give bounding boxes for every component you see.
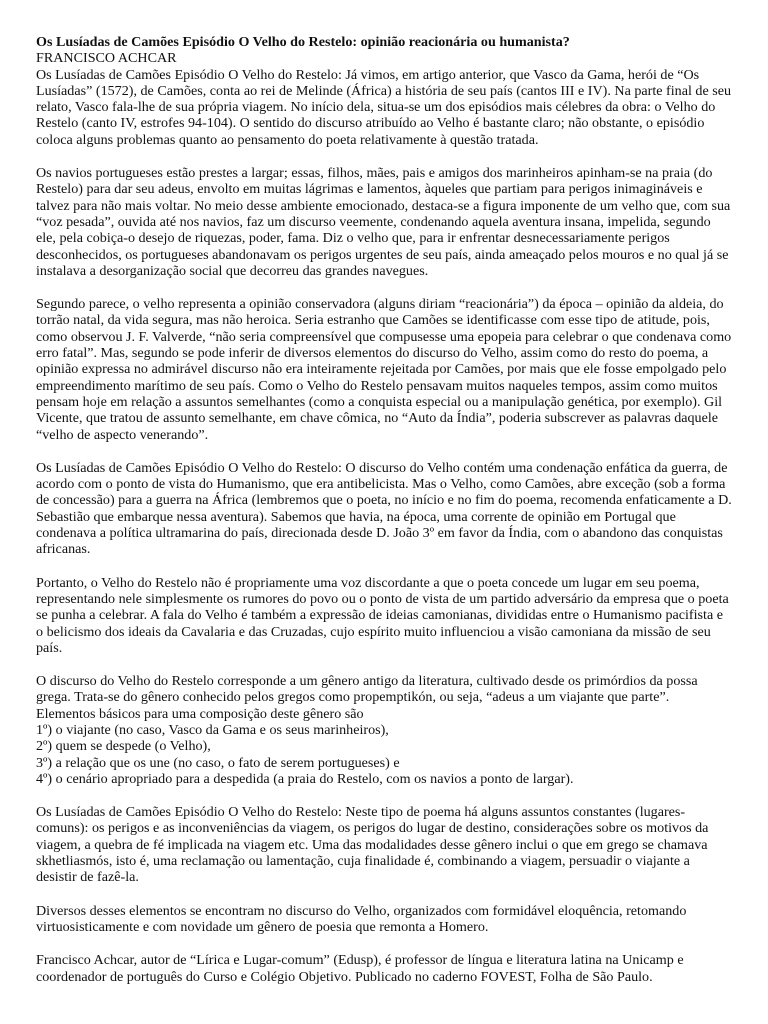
article-author: FRANCISCO ACHCAR xyxy=(36,50,177,67)
author-bio: Francisco Achcar, autor de “Lírica e Lugar-comum” (Edusp), é professor de língua e literatura latina na Unicamp e coordenador de português do Curso e Colégio Objetivo. Publicado no caderno FOVEST, Folha de São Paulo. xyxy=(36,952,684,985)
genre-item: 4º) o cenário apropriado para a despedida (a praia do Restelo, com os navios a ponto de largar). xyxy=(36,770,574,787)
genre-item: 1º) o viajante (no caso, Vasco da Gama e os seus marinheiros), xyxy=(36,721,389,738)
paragraph-intro: Os Lusíadas de Camões Episódio O Velho do Restelo: Já vimos, em artigo anterior, que Vasco da Gama, herói de “Os Lusíadas” (1572), de Camões, conta ao rei de Melinde (África) a história de seu país (cantos III e IV). Na parte final de seu relato, Vasco fala-lhe de sua própria viagem. No início dela, situa-se um dos episódios mais célebres da obra: o Velho do Restelo (canto IV, estrofes 94-104). O sentido do discurso atribuído ao Velho é bastante claro; não obstante, o episódio coloca alguns problemas quanto ao pensamento do poeta relativamente à questão tratada. xyxy=(36,66,732,148)
genre-item: 2º) quem se despede (o Velho), xyxy=(36,738,211,755)
paragraph-common-places: Os Lusíadas de Camões Episódio O Velho do Restelo: Neste tipo de poema há alguns assuntos constantes (lugares-comuns): os perigos e as inconveniências da viagem, os perigos do lugar de destino, considerações sobre os motivos da viagem, a quebra de fé implicada na viagem etc. Uma das modalidades desse gênero inclui o que em grego se chamava skhetliasmós, isto é, uma reclamação ou lamentação, cuja finalidade é, combinando a viagem, persuadir o viajante a desistir de fazê-la. xyxy=(36,804,709,886)
paragraph-conservative-opinion: Segundo parece, o velho representa a opinião conservadora (alguns diriam “reacionária”) da época – opinião da aldeia, do torrão natal, da vida segura, mas não heroica. Seria estranho que Camões se identificasse com esse tipo de atitude, pois, como observou J. F. Valverde, “não seria compreensível que compusesse uma epopeia para celebrar o que condenava como erro fatal”. Mas, segundo se pode inferir de diversos elementos do discurso do Velho, assim como do resto do poema, a opinião expressa no admirável discurso não era inteiramente rejeitada por Camões, por mais que ele fosse empolgado pelo empreendimento marítimo de seu país. Como o Velho do Restelo pensavam muitos naqueles tempos, assim como muitos pensam hoje em relação a assuntos semelhantes (como a conquista especial ou a manipulação genética, por exemplo). Gil Vicente, que tratou de assunto semelhante, em chave cômica, no “Auto da Índia”, poderia subscrever as palavras daquele “velho de aspecto venerando”. xyxy=(36,296,732,443)
genre-intro: O discurso do Velho do Restelo corresponde a um gênero antigo da literatura, cultivado desde os primórdios da possa grega. Trata-se do gênero conhecido pelos gregos como propemptikón, ou seja, “adeus a um viajante que parte”. Elementos básicos para uma composição deste gênero são xyxy=(36,673,698,722)
genre-paragraph xyxy=(36,673,732,787)
paragraph-departure: Os navios portugueses estão prestes a largar; essas, filhos, mães, pais e amigos dos marinheiros apinham-se na praia (do Restelo) para dar seu adeus, envolto em muitas lágrimas e lamentos, àqueles que partiam para perigos inimagináveis e talvez para não mais voltar. No meio desse ambiente emocionado, destaca-se a figura imponente de um velho que, com sua “voz pesada”, ouvida até nos navios, faz um discurso veemente, condenando aquela aventura insana, impelida, segundo ele, pela cobiça-o desejo de riquezas, poder, fama. Diz o velho que, para ir enfrentar desnecessariamente perigos desconhecidos, os portugueses abandonavam os perigos urgentes de seu país, ainda ameaçado pelos mouros e no qual já se instalava a desorganização social que decorreu das grandes navegues. xyxy=(36,165,731,279)
paragraph-homer: Diversos desses elementos se encontram no discurso do Velho, organizados com formidável eloquência, retomando virtuosisticamente e com novidade um gênero de poesia que remonta a Homero. xyxy=(36,902,687,935)
article-title: Os Lusíadas de Camões Episódio O Velho do Restelo: opinião reacionária ou humanista? xyxy=(36,34,570,50)
document-page xyxy=(36,34,732,1002)
paragraph-camonian-ideas: Portanto, o Velho do Restelo não é propriamente uma voz discordante a que o poeta concede um lugar em seu poema, representando nele simplesmente os rumores do povo ou o ponto de vista de um partido adversário da empresa que o poeta se punha a celebrar. A fala do Velho é também a expressão de ideias camonianas, divididas entre o Humanismo pacifista e o belicismo dos ideais da Cavalaria e das Cruzadas, cujo espírito muito influenciou a visão camoniana da missão de seu país. xyxy=(36,574,729,656)
paragraph-war-condemnation: Os Lusíadas de Camões Episódio O Velho do Restelo: O discurso do Velho contém uma condenação enfática da guerra, de acordo com o ponto de vista do Humanismo, que era antibelicista. Mas o Velho, como Camões, abre exceção (sob a forma de concessão) para a guerra na África (lembremos que o poeta, no início e no fim do poema, recomenda enfaticamente a D. Sebastião que embarque nessa aventura). Sabemos que havia, na época, uma corrente de opinião em Portugal que condenava a política ultramarina do país, direcionada desde D. João 3º em favor da Índia, com o abandono das conquistas africanas. xyxy=(36,459,732,558)
genre-item: 3º) a relação que os une (no caso, o fato de serem portugueses) e xyxy=(36,754,400,771)
